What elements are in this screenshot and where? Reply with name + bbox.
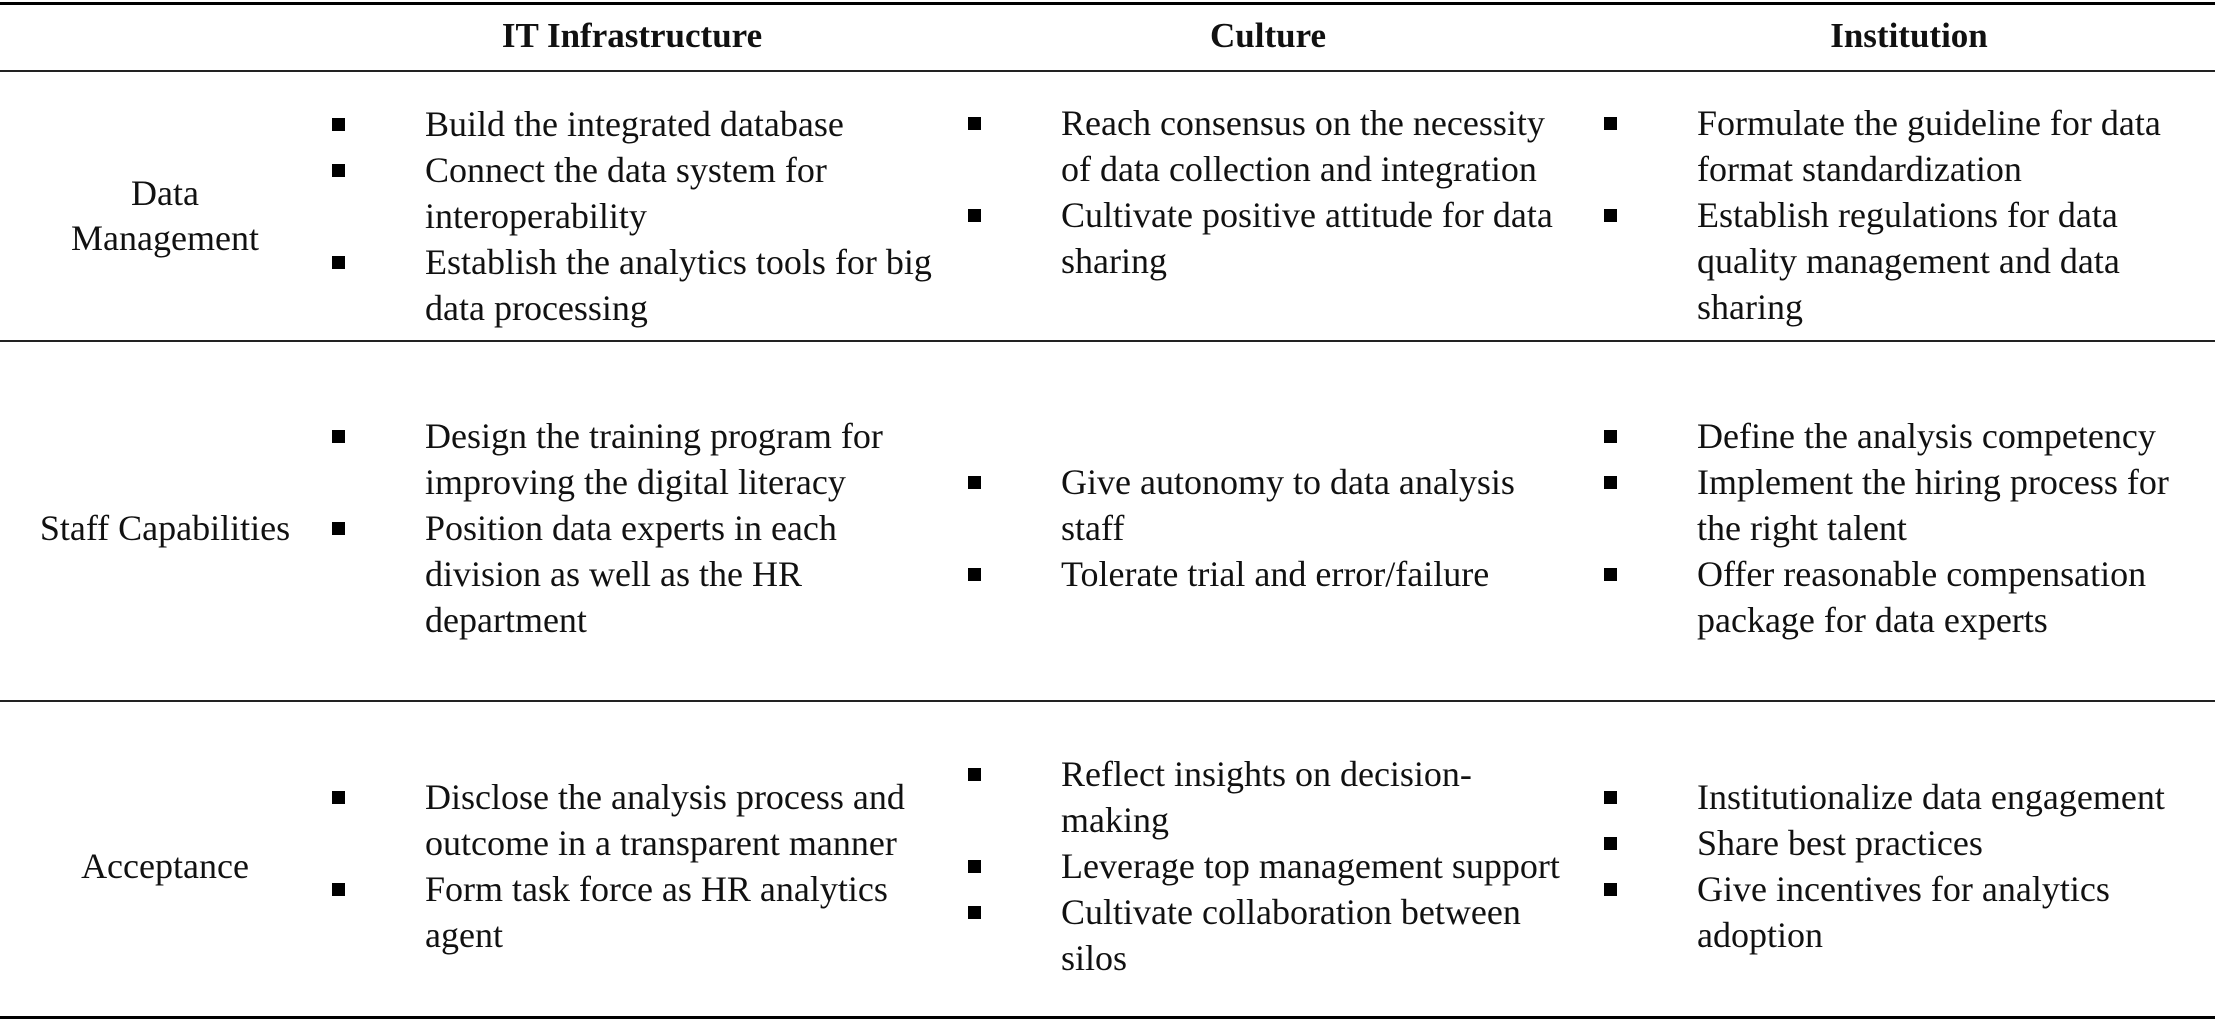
bullet-icon <box>1604 459 1620 505</box>
list-item: Disclose the analysis process and outcome in a transparent manner <box>332 774 932 866</box>
cell-it-infrastructure <box>332 100 932 332</box>
cell-institution <box>1604 730 2214 1002</box>
list-item: Give autonomy to data analysis staff <box>968 459 1568 551</box>
table-row <box>0 364 2215 692</box>
bullet-icon <box>1604 192 1620 238</box>
list-item: Position data experts in each division as well as the HR department <box>332 505 932 643</box>
bullet-icon <box>332 505 348 551</box>
header-rule <box>0 70 2215 72</box>
cell-institution <box>1604 100 2214 332</box>
header-institution: Institution <box>1830 16 1988 55</box>
cell-culture <box>968 730 1568 1002</box>
list-item: Tolerate trial and error/failure <box>968 551 1568 597</box>
bullet-icon <box>968 751 984 797</box>
cell-institution <box>1604 364 2214 692</box>
bullet-icon <box>332 147 348 193</box>
list-item: Design the training program for improving the digital literacy <box>332 413 932 505</box>
list-item: Offer reasonable compensation package for data experts <box>1604 551 2214 643</box>
list-item: Cultivate positive attitude for data sharing <box>968 192 1568 284</box>
row-divider <box>0 340 2215 342</box>
bullet-icon <box>968 843 984 889</box>
row-label <box>0 100 330 332</box>
bottom-rule <box>0 1016 2215 1019</box>
bullet-icon <box>1604 866 1620 912</box>
list-item: Reflect insights on decision-making <box>968 751 1568 843</box>
row-label <box>0 364 330 692</box>
bullet-icon <box>332 413 348 459</box>
cell-it-infrastructure <box>332 730 932 1002</box>
list-item: Leverage top management support <box>968 843 1568 889</box>
cell-it-infrastructure <box>332 364 932 692</box>
bullet-icon <box>968 100 984 146</box>
bullet-icon <box>1604 820 1620 866</box>
list-item: Define the analysis competency <box>1604 413 2214 459</box>
bullet-icon <box>332 239 348 285</box>
list-item: Share best practices <box>1604 820 2214 866</box>
bullet-icon <box>332 866 348 912</box>
bullet-icon <box>1604 774 1620 820</box>
bullet-icon <box>968 192 984 238</box>
list-item: Formulate the guideline for data format standardization <box>1604 100 2214 192</box>
cell-culture <box>968 364 1568 692</box>
header-culture: Culture <box>1209 16 1327 55</box>
list-item: Form task force as HR analytics agent <box>332 866 932 958</box>
list-item: Connect the data system for interoperability <box>332 147 932 239</box>
list-item: Establish the analytics tools for big data processing <box>332 239 932 331</box>
bullet-icon <box>968 459 984 505</box>
row-label-text: Data Management <box>71 173 259 258</box>
list-item: Give incentives for analytics adoption <box>1604 866 2214 958</box>
row-label <box>0 730 330 1002</box>
bullet-icon <box>332 774 348 820</box>
list-item: Establish regulations for data quality management and data sharing <box>1604 192 2214 330</box>
bullet-icon <box>1604 551 1620 597</box>
cell-culture <box>968 100 1568 332</box>
bullet-icon <box>968 551 984 597</box>
row-label-text: Acceptance <box>81 845 249 886</box>
list-item: Institutionalize data engagement <box>1604 774 2214 820</box>
bullet-icon <box>332 101 348 147</box>
bullet-icon <box>968 889 984 935</box>
bullet-icon <box>1604 100 1620 146</box>
header-it-infrastructure: IT Infrastructure <box>501 16 763 55</box>
list-item: Reach consensus on the necessity of data collection and integration <box>968 100 1568 192</box>
list-item: Build the integrated database <box>332 101 932 147</box>
table-row <box>0 730 2215 1002</box>
list-item: Cultivate collaboration between silos <box>968 889 1568 981</box>
row-divider <box>0 700 2215 702</box>
bullet-icon <box>1604 413 1620 459</box>
list-item: Implement the hiring process for the right talent <box>1604 459 2214 551</box>
table-row <box>0 100 2215 332</box>
row-label-text: Staff Capabilities <box>39 507 291 548</box>
